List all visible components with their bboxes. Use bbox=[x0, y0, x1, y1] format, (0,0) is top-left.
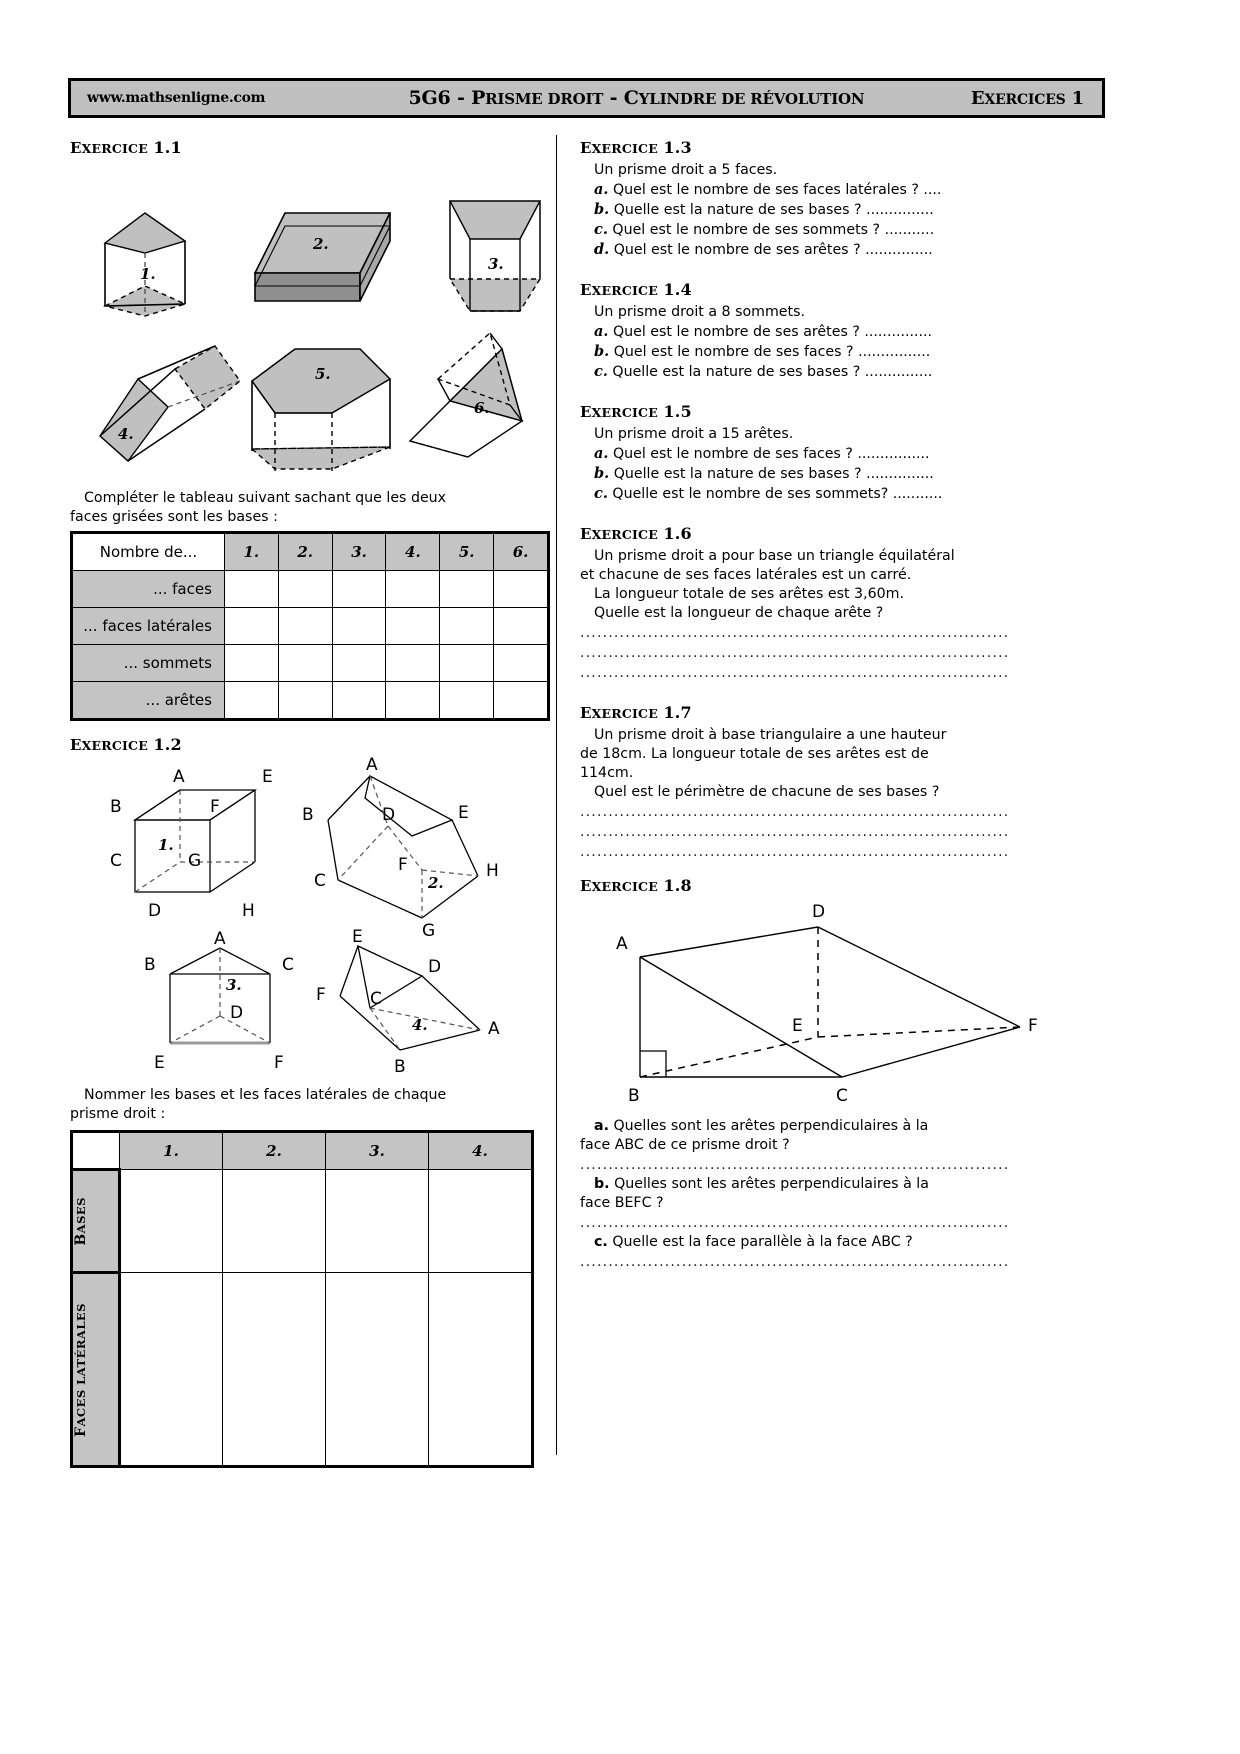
ex14-qc-letter: c. bbox=[594, 363, 608, 380]
ex12-naming-table bbox=[70, 1130, 534, 1468]
ex15-qa-letter: a. bbox=[594, 445, 609, 462]
ex18-vertex-A: A bbox=[616, 934, 628, 954]
answer-cell[interactable] bbox=[278, 608, 332, 645]
ex14-question-c bbox=[594, 362, 1050, 382]
answer-cell[interactable] bbox=[386, 571, 440, 608]
table-row bbox=[72, 682, 549, 720]
ex12-fig1-vertex-E: E bbox=[262, 767, 273, 787]
ex12-fig3-vertex-B: B bbox=[144, 955, 156, 975]
ex11-instruction-line1: Compléter le tableau suivant sachant que les deux bbox=[84, 490, 447, 506]
ex18-prism-figure bbox=[580, 899, 1050, 1109]
ex12-fig4-vertex-A: A bbox=[488, 1019, 500, 1039]
faces-lat-rest: ACES LATÉRALES bbox=[74, 1302, 88, 1427]
answer-cell[interactable] bbox=[386, 682, 440, 720]
solid-6-triangular-prism bbox=[410, 333, 522, 457]
ex17-line2: de 18cm. La longueur totale de ses arêtes est de bbox=[580, 746, 929, 762]
row-header-faces-laterales: ... faces latérales bbox=[72, 608, 225, 645]
ex11-solids-row2 bbox=[70, 321, 550, 481]
answer-cell[interactable] bbox=[494, 645, 549, 682]
ex14-qa-dots[interactable]: ............... bbox=[864, 324, 933, 340]
ex18-question-c-line1 bbox=[580, 1233, 1050, 1252]
ex13-question-b bbox=[594, 200, 1050, 220]
column-header-4: 4. bbox=[386, 533, 440, 571]
ex14-qc-dots[interactable]: ............... bbox=[864, 364, 933, 380]
table-corner-blank bbox=[72, 1132, 120, 1170]
ex15-qc-text: Quelle est le nombre de ses sommets? bbox=[612, 486, 889, 502]
ex17-line1: Un prisme droit à base triangulaire a une hauteur bbox=[594, 727, 947, 743]
ex12-fig2-label: 2. bbox=[428, 874, 444, 892]
ex18-question-b-line1 bbox=[580, 1175, 1050, 1194]
answer-cell[interactable] bbox=[429, 1273, 533, 1467]
column-divider bbox=[556, 135, 557, 1455]
ex18-qc-letter: c. bbox=[594, 1234, 608, 1250]
answer-cell[interactable] bbox=[332, 608, 386, 645]
ex12-fig4-vertex-D: D bbox=[428, 957, 442, 977]
exercice-1-7-heading bbox=[580, 703, 1050, 722]
ex18-answer-line-a[interactable]: ............................................................................ bbox=[580, 1157, 1010, 1173]
ex16-line2: et chacune de ses faces latérales est un carré. bbox=[580, 567, 912, 583]
ex16-head-num: 1.6 bbox=[663, 524, 692, 543]
row-header-sommets: ... sommets bbox=[72, 645, 225, 682]
ex11-count-table bbox=[70, 531, 550, 721]
ex15-head-rest: XERCICE bbox=[591, 405, 658, 420]
ex13-qc-text: Quel est le nombre de ses sommets ? bbox=[612, 222, 881, 238]
ex18-head-rest: XERCICE bbox=[591, 879, 658, 894]
ex12-head-rest: XERCICE bbox=[81, 738, 148, 753]
worksheet-title bbox=[302, 87, 971, 109]
table-corner-header: Nombre de... bbox=[72, 533, 225, 571]
ex11-solids-row1 bbox=[70, 161, 550, 321]
title-code: 5G6 bbox=[408, 87, 451, 109]
table-row bbox=[72, 608, 549, 645]
solid-3-trapezoidal-prism bbox=[450, 201, 540, 311]
solid-2-rectangular-slab bbox=[255, 213, 390, 301]
table-row-bases bbox=[72, 1170, 533, 1273]
title-part1-cap: P bbox=[471, 87, 486, 109]
ex12-fig3-label: 3. bbox=[226, 976, 242, 994]
row-header-aretes: ... arêtes bbox=[72, 682, 225, 720]
ex12-fig3-vertex-A: A bbox=[214, 929, 226, 949]
ex13-intro: Un prisme droit a 5 faces. bbox=[594, 162, 778, 178]
exercice-1-2-heading bbox=[70, 735, 550, 754]
answer-cell[interactable] bbox=[494, 571, 549, 608]
ex14-head-num: 1.4 bbox=[663, 280, 692, 299]
column-header-4: 4. bbox=[429, 1132, 533, 1170]
answer-cell[interactable] bbox=[440, 682, 494, 720]
ex12-figure-1-cube bbox=[110, 767, 273, 921]
ex18-vertex-D: D bbox=[812, 902, 826, 922]
answer-cell[interactable] bbox=[332, 682, 386, 720]
ex11-head-cap: E bbox=[70, 139, 82, 157]
ex18-solid bbox=[616, 902, 1038, 1106]
ex17-head-num: 1.7 bbox=[663, 703, 692, 722]
column-header-1: 1. bbox=[224, 533, 278, 571]
answer-cell[interactable] bbox=[440, 571, 494, 608]
solid-5-pentagonal-prism bbox=[252, 349, 390, 471]
ex13-qc-dots[interactable]: ........... bbox=[884, 222, 935, 238]
ex13-qb-text: Quelle est la nature de ses bases ? bbox=[613, 202, 862, 218]
ex14-head-cap: E bbox=[580, 281, 592, 299]
answer-cell[interactable] bbox=[278, 571, 332, 608]
ex15-qb-dots[interactable]: ............... bbox=[866, 466, 934, 482]
ex12-fig1-vertex-A: A bbox=[173, 767, 185, 787]
ex17-line3: 114cm. bbox=[580, 765, 634, 781]
answer-cell[interactable] bbox=[440, 608, 494, 645]
bases-cap: B bbox=[73, 1232, 89, 1246]
ex12-figure-2-prism bbox=[302, 755, 499, 941]
answer-cell[interactable] bbox=[429, 1170, 533, 1273]
solid-1-triangular-prism bbox=[105, 213, 185, 316]
answer-cell[interactable] bbox=[224, 571, 278, 608]
ex16-answer-line-1[interactable]: ............................................................................ bbox=[580, 625, 1010, 641]
ex17-answer-line-2[interactable]: ............................................................................ bbox=[580, 824, 1010, 840]
ex12-fig1-label: 1. bbox=[158, 836, 174, 854]
answer-cell[interactable] bbox=[440, 645, 494, 682]
ex13-qa-letter: a. bbox=[594, 181, 609, 198]
ex12-figure-3-triangular-prism bbox=[144, 929, 294, 1073]
ex12-fig4-label: 4. bbox=[412, 1016, 428, 1034]
ex14-qc-text: Quelle est la nature de ses bases ? bbox=[612, 364, 861, 380]
ex11-instruction-line2: faces grisées sont les bases : bbox=[70, 509, 278, 525]
column-header-3: 3. bbox=[332, 533, 386, 571]
row-header-bases-text bbox=[73, 1197, 89, 1246]
ex14-qa-letter: a. bbox=[594, 323, 609, 340]
ex18-head-num: 1.8 bbox=[663, 876, 692, 895]
ex18-qb-letter: b. bbox=[594, 1176, 610, 1192]
ex15-question-b bbox=[594, 464, 1050, 484]
ex11-head-rest: XERCICE bbox=[81, 141, 148, 156]
ex12-fig1-vertex-D: D bbox=[148, 901, 162, 921]
ex18-question-a-line1 bbox=[580, 1117, 1050, 1136]
ex18-qa-text1: Quelles sont les arêtes perpendiculaires à la bbox=[613, 1118, 929, 1134]
row-header-bases bbox=[72, 1170, 120, 1273]
ex12-fig2-vertex-H: H bbox=[486, 861, 499, 881]
solid-4-triangular-prism bbox=[100, 346, 240, 461]
ex14-question-b bbox=[594, 342, 1050, 362]
ex13-question-c bbox=[594, 220, 1050, 240]
answer-cell[interactable] bbox=[326, 1273, 429, 1467]
ex13-head-rest: XERCICE bbox=[591, 141, 658, 156]
exercice-1-4-heading bbox=[580, 280, 1050, 299]
exercice-1-3-heading bbox=[580, 138, 1050, 157]
ex15-intro: Un prisme droit a 15 arêtes. bbox=[594, 426, 794, 442]
ex14-question-a bbox=[594, 322, 1050, 342]
column-header-1: 1. bbox=[120, 1132, 223, 1170]
bases-rest: ASES bbox=[74, 1196, 88, 1233]
ex12-instruction-line1: Nommer les bases et les faces latérales de chaque bbox=[84, 1087, 447, 1103]
exercices-number: 1 bbox=[1071, 87, 1084, 109]
ex18-question-b-line2: face BEFC ? bbox=[580, 1195, 664, 1211]
ex17-answer-line-3[interactable]: ............................................................................ bbox=[580, 844, 1010, 860]
ex14-qb-dots[interactable]: ................ bbox=[858, 344, 931, 360]
ex11-head-num: 1.1 bbox=[153, 138, 182, 157]
ex16-line4: Quelle est la longueur de chaque arête ? bbox=[594, 605, 884, 621]
column-header-6: 6. bbox=[494, 533, 549, 571]
ex12-fig2-vertex-F: F bbox=[398, 855, 408, 875]
ex12-fig2-vertex-D: D bbox=[382, 805, 396, 825]
answer-cell[interactable] bbox=[494, 608, 549, 645]
exercice-1-8-heading bbox=[580, 876, 1050, 895]
ex15-qa-text: Quel est le nombre de ses faces ? bbox=[612, 446, 853, 462]
ex18-vertex-F: F bbox=[1028, 1016, 1038, 1036]
left-column bbox=[70, 138, 550, 1468]
page-header-banner bbox=[68, 78, 1105, 118]
ex12-fig3-vertex-D: D bbox=[230, 1003, 244, 1023]
ex18-answer-line-b[interactable]: ............................................................................ bbox=[580, 1215, 1010, 1231]
ex12-fig1-vertex-B: B bbox=[110, 797, 122, 817]
ex17-line4: Quel est le périmètre de chacune de ses bases ? bbox=[594, 784, 940, 800]
exercices-label bbox=[971, 88, 1084, 109]
ex18-vertex-E: E bbox=[792, 1016, 803, 1036]
ex12-fig2-vertex-C: C bbox=[314, 871, 326, 891]
title-part2-rest: YLINDRE DE RÉVOLUTION bbox=[638, 90, 865, 108]
ex12-fig1-vertex-G: G bbox=[188, 851, 202, 871]
ex13-qb-dots[interactable]: ............... bbox=[866, 202, 934, 218]
ex13-qb-letter: b. bbox=[594, 201, 610, 218]
ex15-qc-letter: c. bbox=[594, 485, 608, 502]
title-part1-rest: RISME DROIT bbox=[485, 90, 604, 108]
ex13-qa-dots[interactable]: .... bbox=[923, 182, 942, 198]
ex12-fig3-vertex-E: E bbox=[154, 1053, 165, 1073]
answer-cell[interactable] bbox=[278, 682, 332, 720]
ex16-line1: Un prisme droit a pour base un triangle équilatéral bbox=[594, 548, 955, 564]
answer-cell[interactable] bbox=[278, 645, 332, 682]
solid-2-label: 2. bbox=[313, 235, 329, 253]
ex14-qb-letter: b. bbox=[594, 343, 610, 360]
column-header-2: 2. bbox=[278, 533, 332, 571]
ex18-vertex-C: C bbox=[836, 1086, 848, 1106]
ex15-head-cap: E bbox=[580, 403, 592, 421]
solid-5-label: 5. bbox=[315, 365, 331, 383]
ex15-qb-letter: b. bbox=[594, 465, 610, 482]
ex12-fig3-vertex-F: F bbox=[274, 1053, 284, 1073]
faces-lat-cap: F bbox=[73, 1426, 89, 1437]
ex14-intro: Un prisme droit a 8 sommets. bbox=[594, 304, 805, 320]
ex13-qa-text: Quel est le nombre de ses faces latérales ? bbox=[612, 182, 919, 198]
ex18-qc-text1: Quelle est la face parallèle à la face ABC ? bbox=[612, 1234, 913, 1250]
solid-3-label: 3. bbox=[488, 255, 504, 273]
table-header-row bbox=[72, 1132, 533, 1170]
title-sep-1: - bbox=[456, 87, 465, 109]
website-url: www.mathsenligne.com bbox=[87, 90, 266, 106]
ex18-head-cap: E bbox=[580, 877, 592, 895]
ex15-head-num: 1.5 bbox=[663, 402, 692, 421]
ex17-head-cap: E bbox=[580, 704, 592, 722]
ex15-qc-dots[interactable]: ........... bbox=[892, 486, 943, 502]
ex13-qd-letter: d. bbox=[594, 241, 610, 258]
ex13-head-cap: E bbox=[580, 139, 592, 157]
ex13-qd-dots[interactable]: ............... bbox=[865, 242, 933, 258]
ex12-fig1-vertex-C: C bbox=[110, 851, 122, 871]
ex12-fig2-vertex-B: B bbox=[302, 805, 314, 825]
answer-cell[interactable] bbox=[332, 645, 386, 682]
ex18-question-a-line2: face ABC de ce prisme droit ? bbox=[580, 1137, 790, 1153]
ex12-fig4-vertex-C: C bbox=[370, 989, 382, 1009]
title-sep-2: - bbox=[609, 87, 618, 109]
ex12-fig4-vertex-B: B bbox=[394, 1057, 406, 1077]
ex14-qa-text: Quel est le nombre de ses arêtes ? bbox=[612, 324, 860, 340]
exercice-1-6-heading bbox=[580, 524, 1050, 543]
ex12-fig1-vertex-F: F bbox=[210, 797, 220, 817]
ex15-qb-text: Quelle est la nature de ses bases ? bbox=[613, 466, 862, 482]
table-row bbox=[72, 571, 549, 608]
ex15-question-c bbox=[594, 484, 1050, 504]
ex13-head-num: 1.3 bbox=[663, 138, 692, 157]
answer-cell[interactable] bbox=[120, 1273, 223, 1467]
answer-cell[interactable] bbox=[223, 1170, 326, 1273]
column-header-5: 5. bbox=[440, 533, 494, 571]
ex16-answer-line-2[interactable]: ............................................................................ bbox=[580, 645, 1010, 661]
ex13-qc-letter: c. bbox=[594, 221, 608, 238]
table-header-row bbox=[72, 533, 549, 571]
exercice-1-5-heading bbox=[580, 402, 1050, 421]
ex12-figures-row2 bbox=[70, 927, 550, 1078]
solid-6-label: 6. bbox=[474, 399, 490, 417]
solid-4-label: 4. bbox=[118, 425, 134, 443]
ex18-answer-line-c[interactable]: ............................................................................ bbox=[580, 1254, 1010, 1270]
ex14-qb-text: Quel est le nombre de ses faces ? bbox=[613, 344, 854, 360]
answer-cell[interactable] bbox=[224, 682, 278, 720]
ex17-head-rest: XERCICE bbox=[591, 706, 658, 721]
ex18-vertex-B: B bbox=[628, 1086, 640, 1106]
answer-cell[interactable] bbox=[494, 682, 549, 720]
ex16-answer-line-3[interactable]: ............................................................................ bbox=[580, 665, 1010, 681]
table-row bbox=[72, 645, 549, 682]
answer-cell[interactable] bbox=[332, 571, 386, 608]
row-header-faces-laterales-text bbox=[73, 1303, 89, 1437]
ex12-fig2-vertex-A: A bbox=[366, 755, 378, 775]
row-header-faces: ... faces bbox=[72, 571, 225, 608]
table-row-faces-laterales bbox=[72, 1273, 533, 1467]
ex17-answer-line-1[interactable]: ............................................................................ bbox=[580, 804, 1010, 820]
answer-cell[interactable] bbox=[386, 645, 440, 682]
ex12-fig3-vertex-C: C bbox=[282, 955, 294, 975]
ex12-figures-row1 bbox=[70, 755, 550, 941]
exercices-cap: E bbox=[970, 87, 985, 109]
right-column bbox=[580, 138, 1050, 1272]
column-header-3: 3. bbox=[326, 1132, 429, 1170]
ex14-head-rest: XERCICE bbox=[591, 283, 658, 298]
answer-cell[interactable] bbox=[224, 608, 278, 645]
answer-cell[interactable] bbox=[120, 1170, 223, 1273]
ex12-head-num: 1.2 bbox=[153, 735, 182, 754]
exercices-rest: XERCICES bbox=[984, 91, 1066, 108]
answer-cell[interactable] bbox=[223, 1273, 326, 1467]
ex16-head-cap: E bbox=[580, 525, 592, 543]
ex12-fig4-vertex-E: E bbox=[352, 927, 363, 947]
ex18-qb-text1: Quelles sont les arêtes perpendiculaires à la bbox=[614, 1176, 929, 1192]
ex12-fig2-vertex-G: G bbox=[422, 921, 436, 941]
row-header-faces-laterales bbox=[72, 1273, 120, 1467]
ex12-figure-4-prism bbox=[316, 927, 500, 1077]
column-header-2: 2. bbox=[223, 1132, 326, 1170]
ex12-fig4-vertex-F: F bbox=[316, 985, 326, 1005]
ex13-question-a bbox=[594, 180, 1050, 200]
exercice-1-1-heading bbox=[70, 138, 550, 157]
answer-cell[interactable] bbox=[224, 645, 278, 682]
ex13-qd-text: Quel est le nombre de ses arêtes ? bbox=[613, 242, 861, 258]
solid-1-label: 1. bbox=[140, 265, 156, 283]
answer-cell[interactable] bbox=[386, 608, 440, 645]
title-part2-cap: C bbox=[623, 87, 639, 109]
ex13-question-d bbox=[594, 240, 1050, 260]
ex12-fig2-vertex-E: E bbox=[458, 803, 469, 823]
ex12-instruction-line2: prisme droit : bbox=[70, 1106, 166, 1122]
ex12-fig1-vertex-H: H bbox=[242, 901, 255, 921]
ex16-head-rest: XERCICE bbox=[591, 527, 658, 542]
ex18-qa-letter: a. bbox=[594, 1118, 609, 1134]
ex16-line3: La longueur totale de ses arêtes est 3,60m. bbox=[594, 586, 904, 602]
answer-cell[interactable] bbox=[326, 1170, 429, 1273]
ex15-qa-dots[interactable]: ................ bbox=[857, 446, 930, 462]
ex12-head-cap: E bbox=[70, 736, 82, 754]
ex15-question-a bbox=[594, 444, 1050, 464]
